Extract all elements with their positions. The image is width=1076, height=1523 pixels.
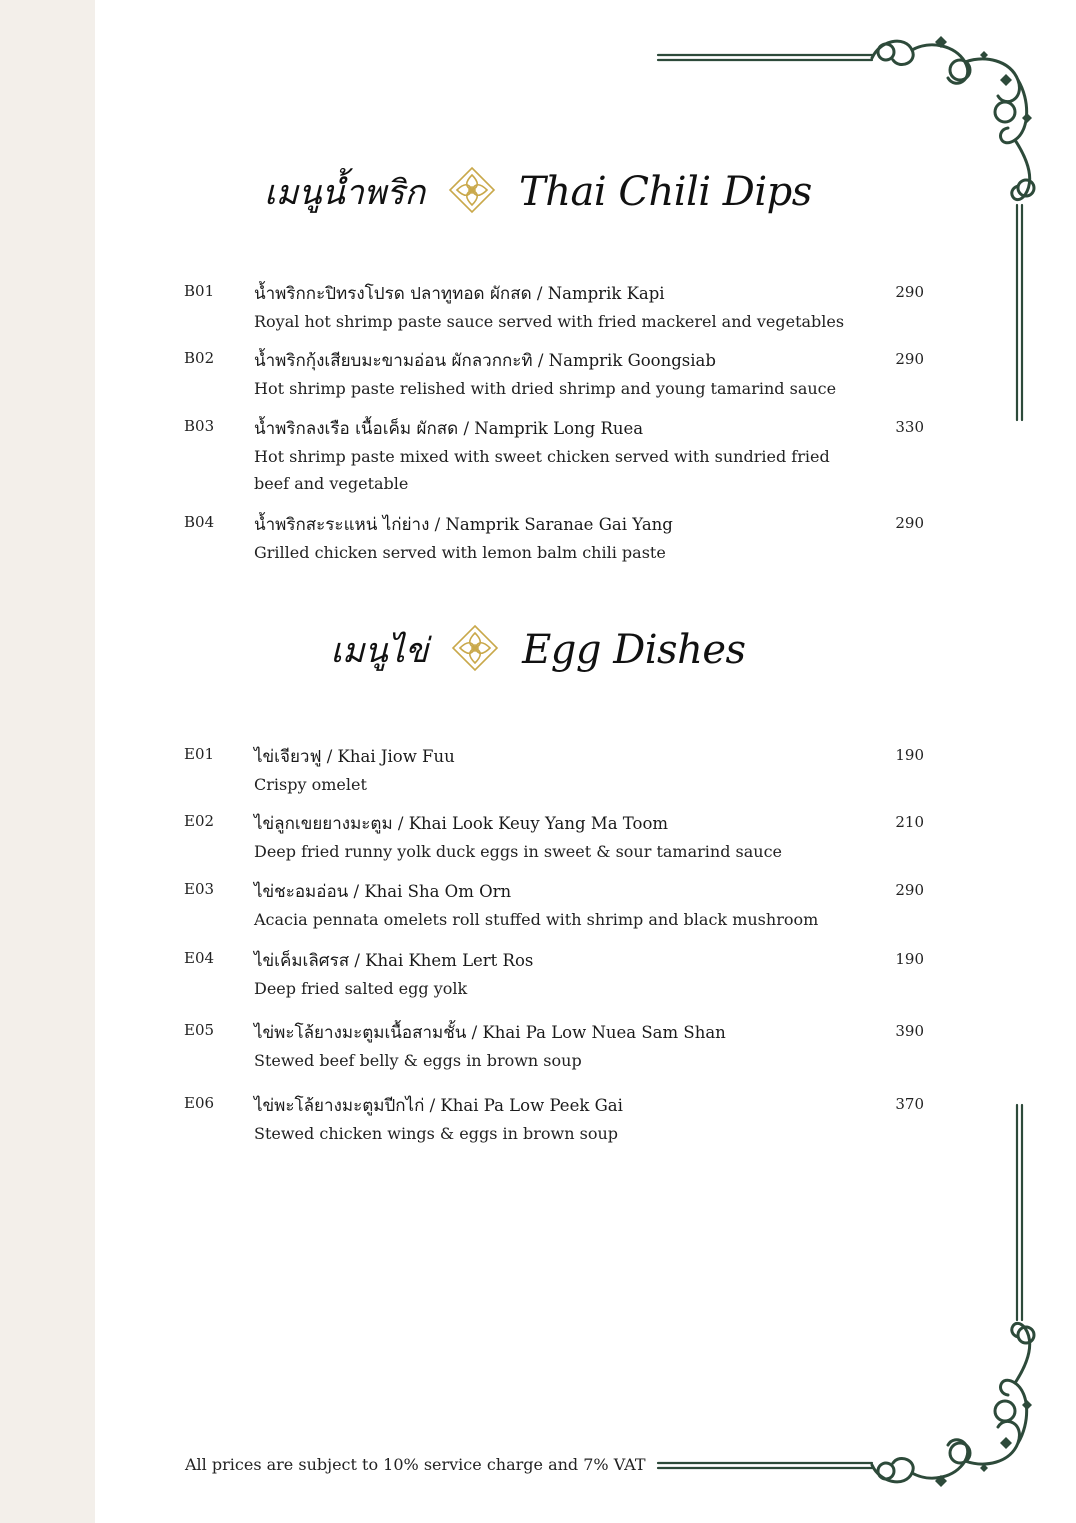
item-description: Crispy omelet	[254, 775, 367, 794]
item-description: Hot shrimp paste relished with dried shrimp and young tamarind sauce	[254, 379, 837, 398]
item-name-thai: ไข่พะโล้ยางมะตูมเนื้อสามชั้น	[254, 1023, 467, 1043]
item-name-thai: ไข่เค็มเลิศรส	[254, 951, 350, 971]
item-code: E05	[184, 1021, 215, 1039]
footer-note: All prices are subject to 10% service charge and 7% VAT	[185, 1455, 646, 1474]
item-price: 190	[895, 746, 924, 764]
item-name-thai: น้ำพริกกุ้งเสียบมะขามอ่อน ผักลวกกะทิ	[254, 351, 533, 371]
item-description: Deep fried salted egg yolk	[254, 979, 468, 998]
item-name-english: / Khai Pa Low Peek Gai	[429, 1096, 623, 1115]
item-code: E02	[184, 812, 215, 830]
lotus-ornament-icon	[450, 623, 500, 677]
item-description: Stewed chicken wings & eggs in brown soup	[254, 1124, 618, 1143]
list-item	[184, 810, 924, 870]
item-description: Grilled chicken served with lemon balm chili paste	[254, 543, 666, 562]
item-name	[254, 947, 874, 974]
list-item	[184, 1019, 924, 1079]
list-item	[184, 878, 924, 938]
section-title-thai: เมนูไข่	[330, 631, 429, 671]
item-code: B01	[184, 282, 215, 300]
item-name	[254, 878, 874, 905]
item-name-thai: น้ำพริกสะระแหน่ ไก่ย่าง	[254, 515, 430, 535]
item-name-english: / Namprik Saranae Gai Yang	[434, 515, 673, 534]
item-name-english: / Namprik Long Ruea	[463, 419, 644, 438]
section-title-egg-dishes	[0, 610, 1076, 690]
item-name-english: / Khai Sha Om Orn	[353, 882, 512, 901]
section-title-english: Thai Chili Dips	[519, 169, 812, 215]
item-name-english: / Khai Jiow Fuu	[326, 747, 455, 766]
item-code: B02	[184, 349, 215, 367]
item-price: 290	[895, 283, 924, 301]
item-name-thai: น้ำพริกลงเรือ เนื้อเค็ม ผักสด	[254, 419, 459, 439]
item-name	[254, 415, 874, 442]
item-name	[254, 1092, 874, 1119]
section-title-english: Egg Dishes	[522, 627, 746, 673]
item-name-thai: น้ำพริกกะปิทรงโปรด ปลาทูทอด ผักสด	[254, 284, 532, 304]
item-code: E01	[184, 745, 215, 763]
item-name-thai: ไข่ชะอมอ่อน	[254, 882, 349, 902]
item-name	[254, 810, 874, 837]
section-title-chili-dips	[0, 152, 1076, 232]
item-name-english: / Khai Pa Low Nuea Sam Shan	[471, 1023, 726, 1042]
list-item	[184, 280, 924, 340]
item-code: B04	[184, 513, 215, 531]
item-name-english: / Khai Khem Lert Ros	[354, 951, 534, 970]
item-price: 290	[895, 881, 924, 899]
item-price: 290	[895, 350, 924, 368]
item-price: 330	[895, 418, 924, 436]
item-name-thai: ไข่ลูกเขยยางมะตูม	[254, 814, 393, 834]
item-name	[254, 743, 874, 770]
item-name	[254, 511, 874, 538]
list-item	[184, 743, 924, 803]
item-price: 390	[895, 1022, 924, 1040]
item-description: Stewed beef belly & eggs in brown soup	[254, 1051, 582, 1070]
item-code: E03	[184, 880, 215, 898]
item-name-english: / Namprik Goongsiab	[537, 351, 716, 370]
item-name-thai: ไข่พะโล้ยางมะตูมปีกไก่	[254, 1096, 425, 1116]
item-description: Royal hot shrimp paste sauce served with fried mackerel and vegetables	[254, 312, 845, 331]
item-name	[254, 1019, 874, 1046]
item-code: B03	[184, 417, 215, 435]
lotus-ornament-icon	[447, 165, 497, 219]
item-description: Hot shrimp paste mixed with sweet chicken served with sundried fried beef and vegetable	[254, 447, 830, 493]
item-name	[254, 347, 874, 374]
item-price: 290	[895, 514, 924, 532]
list-item	[184, 347, 924, 407]
item-description: Deep fried runny yolk duck eggs in sweet & sour tamarind sauce	[254, 842, 783, 861]
item-price: 190	[895, 950, 924, 968]
list-item	[184, 415, 924, 505]
item-code: E04	[184, 949, 215, 967]
item-name-thai: ไข่เจียวฟู	[254, 747, 322, 767]
item-description: Acacia pennata omelets roll stuffed with shrimp and black mushroom	[254, 910, 819, 929]
list-item	[184, 947, 924, 1007]
item-code: E06	[184, 1094, 215, 1112]
item-name-english: / Namprik Kapi	[536, 284, 665, 303]
list-item	[184, 511, 924, 571]
item-price: 210	[895, 813, 924, 831]
list-item	[184, 1092, 924, 1152]
item-price: 370	[895, 1095, 924, 1113]
item-name-english: / Khai Look Keuy Yang Ma Toom	[397, 814, 669, 833]
item-name	[254, 280, 874, 307]
section-title-thai: เมนูน้ำพริก	[264, 173, 426, 213]
